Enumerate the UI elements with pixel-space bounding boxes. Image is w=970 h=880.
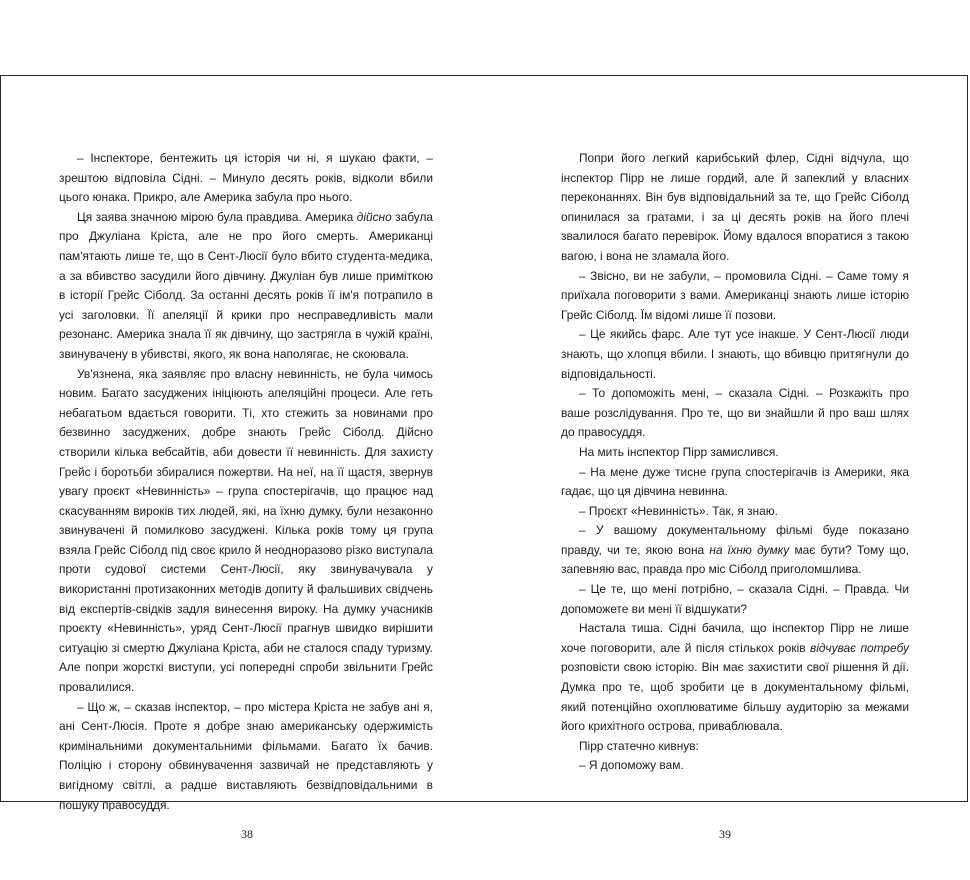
text-run: – На мене дуже тисне група спостерігачів із Америки, яка гадає, що ця дівчина невинна. — [561, 464, 909, 499]
italic-text: дійсно — [356, 209, 392, 224]
page-number-right: 39 — [719, 827, 731, 841]
paragraph — [561, 502, 909, 522]
text-run: – Проєкт «Невинність». Так, я знаю. — [579, 503, 778, 518]
paragraph — [561, 463, 909, 502]
paragraph — [59, 365, 433, 698]
paragraph — [59, 208, 433, 365]
book-spread — [0, 75, 968, 841]
paragraph — [561, 384, 909, 443]
paragraph — [561, 521, 909, 580]
text-run: Настала тиша. Сідні бачила, що інспектор Пірр не лише хоче поговорити, але й після стількох років — [561, 621, 909, 655]
text-run: має бути? Тому що, запевняю вас, правда про міс Сіболд приголомшлива. — [561, 542, 909, 577]
right-page — [561, 149, 909, 776]
text-run: На мить інспектор Пірр замислився. — [579, 444, 779, 459]
text-run: Пірр статечно кивнув: — [579, 738, 699, 753]
italic-text: відчуває потребу — [810, 640, 909, 655]
paragraph — [561, 580, 909, 619]
text-run: – Інспекторе, бентежить ця історія чи ні, я шукаю факти, – зрештою відповіла Сідні. – Минуло десять років, відколи вбили цього юнака. Прикро, але Америка забула про нього. — [59, 151, 433, 205]
page-number-left: 38 — [241, 827, 253, 841]
text-run: – Що ж, – сказав інспектор, – про містера Кріста не забув ані я, ані Сент-Люсія. Проте я добре знаю американську одержимість кримінальними документальними фільмами. Багато їх бачив. Поліцію і сторону обвинувачення зазвичай не представляють у вигідному світлі, а радше виставляють безвідповідальними в пошуку правосуддя. — [59, 699, 433, 812]
paragraph — [561, 619, 909, 737]
paragraph — [561, 149, 909, 267]
text-run: забула про Джуліана Кріста, але не про його смерть. Американці пам'ятають лише те, що в Сент-Люсії було вбито студента-медика, а за вбивство засудили його дівчину. Джуліан був лише приміткою в історії Грейс Сіболд. За останні десять років її ім'я потрапило в усі заголовки. Її апеляції й крики про несправедливість мали резонанс. Америка знала її як дівчину, що застрягла в чужій країні, звинувачену в убивстві, якого, як вона наполягає, не скоювала. — [59, 209, 433, 361]
paragraph — [561, 756, 909, 776]
paragraph — [561, 443, 909, 463]
paragraph — [561, 267, 909, 326]
paragraph — [561, 737, 909, 757]
paragraph — [59, 698, 433, 816]
left-page — [59, 149, 433, 815]
paragraph — [59, 149, 433, 208]
text-run: розповісти свою історію. Він має захистити свої рішення й дії. Думка про те, щоб зробити це в документальному фільмі, який потенційно охоплюватиме більшу аудиторію за межами його крихітного острова, приваблювала. — [561, 660, 909, 734]
text-run: – То допоможіть мені, – сказала Сідні. – Розкажіть про ваше розслідування. Про те, що ви знайшли й про ваш шлях до правосуддя. — [561, 386, 909, 440]
text-run: Ув'язнена, яка заявляє про власну невинність, не була чимось новим. Багато засуджених ініціюють апеляційні процеси. Але геть небагатьом вдається говорити. Ті, хто стежить за новинами про безвинно засуджених, добре знають Грейс Сіболд. Дійсно створили кілька вебсайтів, аби довести її невинність. Для захисту Грейс і боротьби збиралися пожертви. На неї, на її щастя, звернув увагу проєкт «Невинність» – група спостерігачів, що працює над скасуванням вироків тих людей, які, на їхню думку, були незаконно звинувачені й помилково засуджені. Кілька років тому ця група взяла Грейс Сіболд під своє крило й неодноразово різко виступала проти судової системи Сент-Люсії, яку звинувачувала у використанні протизаконних методів допиту й фальшивих свідчень від експертів-свідків задля винесення вироку. На думку учасників проєкту «Невинність», уряд Сент-Люсії прагнув швидко вирішити ситуацію зі смертю Джуліана Кріста, аби не сталося спаду туризму. Але попри жорсткі виступи, усі попередні спроби звільнити Грейс провалилися. — [59, 366, 433, 695]
text-run: – Я допоможу вам. — [579, 758, 684, 773]
text-run: – Це те, що мені потрібно, – сказала Сідні. – Правда. Чи допоможете ви мені її відшукати? — [561, 582, 909, 616]
paragraph — [561, 325, 909, 384]
italic-text: на їхню думку — [709, 542, 790, 557]
text-run: – У вашому документальному фільмі буде показано правду, чи те, якою вона — [561, 523, 909, 557]
text-run: Ця заява значною мірою була правдива. Америка — [77, 209, 357, 224]
text-run: – Це якийсь фарс. Але тут усе інакше. У Сент-Люсії люди знають, що хлопця вбили. І знають, що вбивцю притягнули до відповідальності. — [561, 327, 909, 381]
text-run: Попри його легкий карибський флер, Сідні відчула, що інспектор Пірр не лише гордий, але й запеклий у власних переконаннях. Він був відповідальний за те, що Грейс Сіболд опинилася за гратами, і за ці десять років на його плечі звалилося багато перевірок. Йому вдалося впоратися з такою вагою, і вона не зламала його. — [561, 151, 909, 263]
text-run: – Звісно, ви не забули, – промовила Сідні. – Саме тому я приїхала поговорити з вами. Американці знають лише історію Грейс Сіболд. Їм відомі лише її позови. — [561, 268, 909, 322]
